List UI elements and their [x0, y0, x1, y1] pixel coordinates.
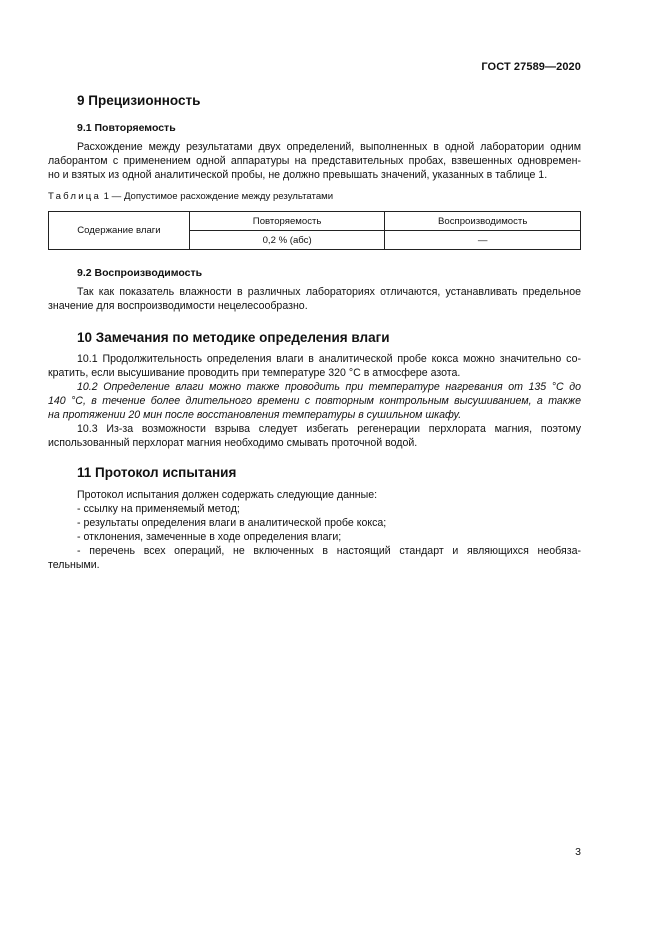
- table-caption-text: 1 — Допустимое расхождение между результатами: [101, 191, 334, 202]
- table-row-header: Содержание влаги: [49, 212, 190, 250]
- text-line: 10.3 Из-за возможности взрыва следует избегать регенерации перхлората магния, поэтому: [77, 423, 581, 435]
- text-line: 10.1 Продолжительность определения влаги в аналитической пробе кокса можно значительно со-: [77, 353, 581, 365]
- list-item: - ссылку на применяемый метод;: [77, 503, 240, 515]
- text-line: 140 °С, в течение более длительного времени с повторным контрольным высушиванием, а также: [48, 395, 581, 407]
- text-line: значение для воспроизводимости нецелесообразно.: [48, 300, 308, 312]
- table-cell-repeatability: 0,2 % (абс): [189, 231, 384, 250]
- text-line: но и взятых из одной аналитической пробы, не должно превышать значений, указанных в таблице 1.: [48, 169, 548, 181]
- text-line: - перечень всех операций, не включенных в настоящий стандарт и являющихся необяза-: [77, 545, 581, 557]
- section-9-title: 9 Прецизионность: [77, 93, 201, 108]
- table-caption: [48, 191, 333, 202]
- section-10-title: 10 Замечания по методике определения влаги: [77, 330, 390, 345]
- protocol-intro: Протокол испытания должен содержать следующие данные:: [77, 489, 378, 501]
- section-11-title: 11 Протокол испытания: [77, 465, 237, 480]
- table-col-header-repeatability: Повторяемость: [189, 212, 384, 231]
- list-item: - отклонения, замеченные в ходе определения влаги;: [77, 531, 342, 543]
- tolerance-table: [48, 211, 581, 250]
- table-cell-reproducibility: —: [385, 231, 581, 250]
- text-line: использованный перхлорат магния необходимо смывать проточной водой.: [48, 437, 418, 449]
- section-9-1-title: 9.1 Повторяемость: [77, 122, 176, 134]
- text-line: лаборантом с применением одной аппаратуры на представительных пробах, взвешенных одновремен-: [48, 155, 581, 167]
- page-number: 3: [575, 846, 581, 858]
- list-item: - результаты определения влаги в аналитической пробе кокса;: [77, 517, 387, 529]
- text-line: на протяжении 20 мин после восстановления температуры в сушильном шкафу.: [48, 409, 462, 421]
- text-line: Так как показатель влажности в различных лабораториях отличаются, устанавливать предельное: [77, 286, 581, 298]
- text-line: 10.2 Определение влаги можно также проводить при температуре нагревания от 135 °С до: [77, 381, 581, 393]
- text-line: Расхождение между результатами двух определений, выполненных в одной лаборатории одним: [77, 141, 581, 153]
- table-col-header-reproducibility: Воспроизводимость: [385, 212, 581, 231]
- document-code: ГОСТ 27589—2020: [481, 61, 581, 73]
- table-caption-label: Таблица: [48, 191, 102, 202]
- text-line: тельными.: [48, 559, 100, 571]
- section-9-2-title: 9.2 Воспроизводимость: [77, 267, 203, 279]
- text-line: кратить, если высушивание проводить при температуре 320 °С в атмосфере азота.: [48, 367, 461, 379]
